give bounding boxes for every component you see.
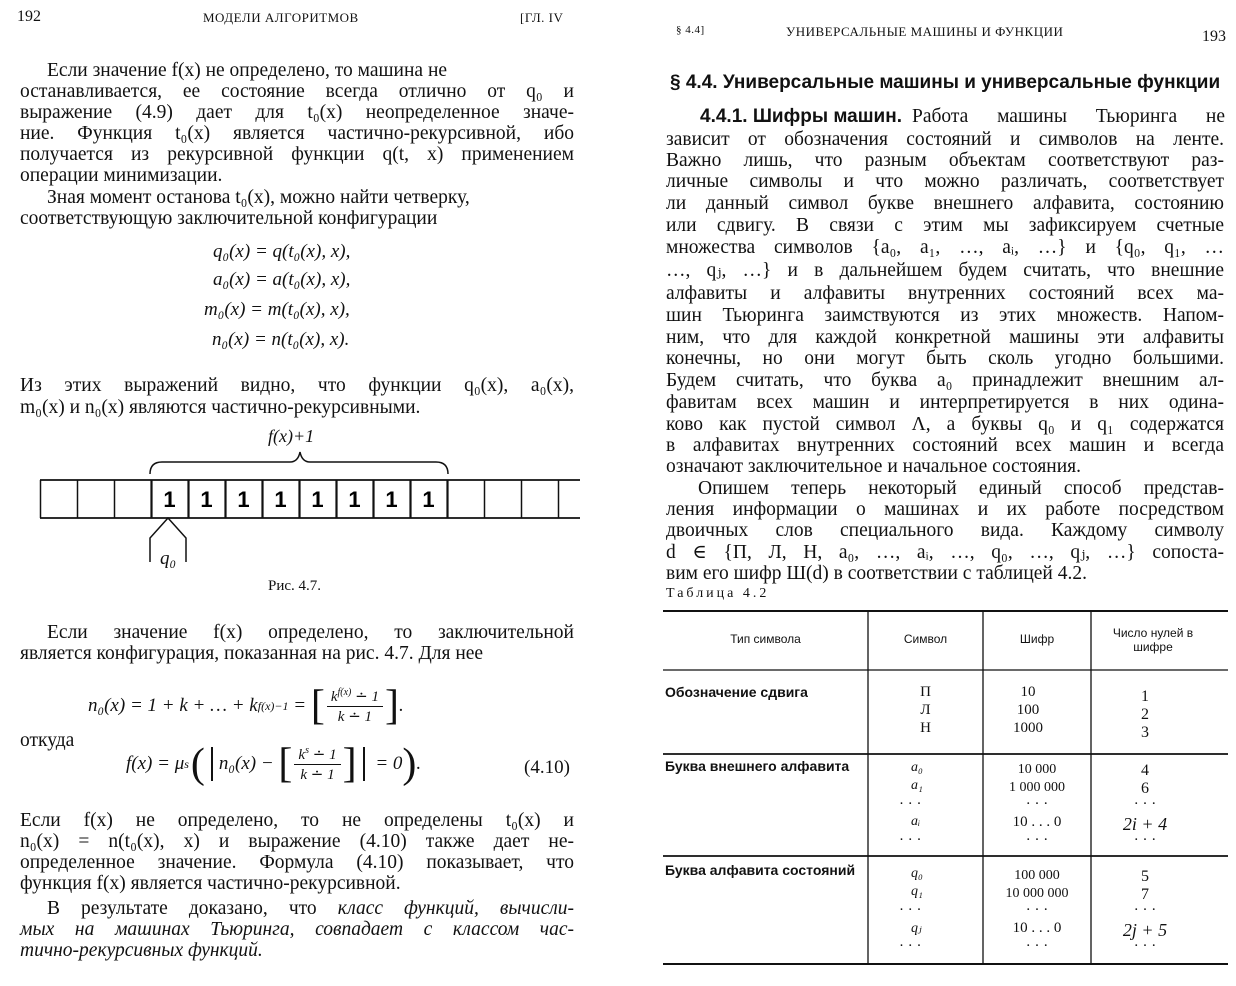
text-line: ли данный символ букве внешнего алфавита, состоянию (666, 193, 1224, 214)
row-type: Обозначение сдвига (665, 684, 808, 700)
numerator: k (298, 746, 306, 763)
cell-zeros: · · · (1133, 796, 1157, 812)
cell-code: 100 000 (1014, 868, 1060, 883)
text: Работа машины Тьюринга не (911, 106, 1225, 127)
formula-part: = (288, 695, 311, 716)
column-header: Число нулей в шифре (1112, 626, 1194, 654)
section-title: § 4.4. Универсальные машины и универсальные функции (670, 72, 1221, 93)
formula-f: f(x) = μ s ( n₀(x) − [ $k^s$ ∸ 1 k ∸ 1 ] = 0 ) . (126, 741, 422, 787)
column-header: Шифр (1019, 632, 1055, 646)
text-line: Из этих выражений видно, что функции q₀(x), a₀(x), (20, 375, 574, 396)
curly-brace (150, 452, 448, 474)
cell-code: 1000 (1013, 720, 1043, 736)
formula-part: f(x) = μ (126, 753, 185, 774)
tape-cell-symbol: 1 (274, 487, 287, 512)
cell-zeros: 4 (1141, 762, 1149, 779)
cell-zeros: 6 (1141, 780, 1149, 797)
formula-end: . (416, 753, 422, 774)
denominator: k ∸ 1 (300, 766, 335, 783)
text-line: выражение (4.9) дает для t₀(x) неопределенное значе- (20, 102, 574, 123)
cell-symbol: Н (920, 720, 931, 736)
text-line: Зная момент останова t₀(x), можно найти четверку, (47, 187, 470, 208)
figure-caption: Рис. 4.7. (268, 578, 322, 594)
text-line (700, 106, 1225, 128)
text-line: алфавиты и алфавиты внутренних состояний всех ма- (666, 283, 1224, 304)
formula-part: n₀(x) − (218, 753, 279, 774)
numerator-tail: ∸ 1 (309, 746, 337, 763)
text-line: ним, что для каждой конкретной машины эти алфавиты (666, 327, 1224, 348)
page-number: 192 (17, 8, 41, 25)
column-header: Символ (903, 632, 948, 646)
cell-symbol: · · · (899, 902, 922, 918)
text-normal: В результате доказано, что (47, 898, 338, 919)
cell-zeros: · · · (1133, 832, 1157, 848)
text-line: n₀(x) = n(t₀(x), x) и выражение (4.10) также дает не- (20, 831, 574, 852)
tape-cell-symbol: 1 (422, 487, 435, 512)
formula-end: . (398, 695, 404, 716)
text-line: останавливается, ее состояние всегда отлично от q₀ и (20, 81, 574, 102)
cell-symbol: aᵢ (911, 814, 921, 829)
formula-sup: f(x)−1 (257, 698, 289, 713)
numerator: k (330, 688, 338, 705)
text-line: Если значение f(x) не определено, то машина не (47, 60, 448, 81)
section-ref: § 4.4] (676, 24, 705, 36)
head-label: q₀ (160, 548, 177, 569)
cell-zeros: 1 (1141, 688, 1149, 705)
text-line: ково как пустой символ Λ, а буквы q₀ и q₁ содержатся (666, 414, 1224, 435)
text-line: означают заключительное и начальное состояния. (666, 456, 1082, 477)
formula-sub: s (184, 756, 189, 771)
cell-code: 10 . . . 0 (1012, 920, 1062, 936)
text-line: или сдвигу. В связи с этим мы зафиксируем счетные (666, 215, 1224, 236)
formula: n₀(x) = n(t₀(x), x). (212, 329, 350, 350)
text-line: получается из рекурсивной функции q(t, x) применением (20, 144, 574, 165)
text-line (47, 898, 574, 920)
formula: q₀(x) = q(t₀(x), x), (213, 241, 351, 262)
tape-cell-symbol: 1 (237, 487, 250, 512)
text-line: тично-рекурсивных функций. (20, 940, 263, 961)
cell-code: · · · (1025, 938, 1049, 954)
text-line: является конфигурация, показанная на рис. 4.7. Для нее (20, 643, 484, 664)
cell-symbol: a₁ (911, 778, 923, 793)
cell-code: 10 . . . 0 (1012, 814, 1062, 830)
text-line: функция f(x) является частично-рекурсивной. (20, 873, 401, 894)
text-line: Важно лишь, что разным объектам соответствуют раз- (666, 150, 1224, 171)
cell-symbol: q₁ (911, 884, 923, 899)
text-line: Если значение f(x) определено, то заключительной (47, 622, 574, 643)
cell-symbol: · · · (899, 796, 922, 812)
cell-code: 10 000 (1017, 762, 1057, 777)
cell-symbol: Л (920, 702, 931, 718)
tape-cell-symbol: 1 (385, 487, 398, 512)
text-italic: класс функций, вычисли- (337, 898, 574, 919)
cell-symbol: a₀ (911, 760, 923, 775)
cell-symbol: · · · (899, 832, 922, 848)
text-line: вим его шифр Ш(d) в соответствии с таблицей 4.2. (666, 563, 1087, 584)
running-header: УНИВЕРСАЛЬНЫЕ МАШИНЫ И ФУНКЦИИ (786, 24, 1064, 39)
text-line: d ∈ {П, Л, Н, a₀, …, aᵢ, …, q₀, …, qⱼ, …} сопоста- (666, 542, 1224, 563)
cell-zeros: 2i + 4 (1122, 814, 1168, 834)
text-line: соответствующую заключительной конфигурации (20, 208, 438, 229)
text-line: Если f(x) не определено, то не определены t₀(x) и (20, 810, 574, 831)
formula: a₀(x) = a(t₀(x), x), (213, 269, 351, 290)
chapter-ref: [ГЛ. IV (520, 10, 564, 25)
cell-symbol: qⱼ (911, 921, 922, 936)
text-line: шин Тьюринга заимствуются из этих множеств. Напом- (666, 305, 1224, 326)
tape-cells (41, 480, 559, 518)
cell-code: · · · (1025, 902, 1049, 918)
text-line: …, qⱼ, …} и в дальнейшем будем считать, что внешние (666, 260, 1224, 281)
cell-zeros: 2j + 5 (1122, 920, 1168, 940)
cell-code: 10 000 000 (1005, 886, 1069, 901)
cell-zeros: 3 (1141, 724, 1149, 741)
text-line: m₀(x) и n₀(x) являются частично-рекурсивными. (20, 397, 421, 418)
right-page (618, 0, 1236, 986)
brace-label: f(x)+1 (268, 426, 315, 446)
numerator-sup: s (305, 744, 309, 756)
tape-cell-symbol: 1 (200, 487, 213, 512)
numerator-tail: ∸ 1 (351, 688, 379, 705)
cell-code: 100 (1016, 702, 1040, 718)
cell-zeros: · · · (1133, 902, 1157, 918)
row-type: Буква внешнего алфавита (665, 758, 850, 774)
cell-code: · · · (1025, 796, 1049, 812)
fraction (327, 687, 383, 726)
text-line: зависит от обозначения состояний и символов на ленте. (666, 129, 1224, 150)
cell-code: 10 (1020, 684, 1036, 700)
text-line: откуда (20, 730, 75, 751)
text-line: двоичных слов специального вида. Каждому символу (666, 520, 1224, 541)
text-line: личные символы и что можно различать, соответствует (666, 171, 1224, 192)
numerator-sup: f(x) (337, 686, 352, 698)
row-type: Буква алфавита состояний (665, 862, 856, 878)
cell-symbol: q₀ (911, 866, 923, 881)
tape-cell-symbol: 1 (311, 487, 324, 512)
denominator: k ∸ 1 (337, 708, 373, 725)
text-line: операции минимизации. (20, 165, 223, 186)
text-line: ления информации о машинах и их работе посредством (666, 499, 1224, 520)
cell-zeros: · · · (1133, 938, 1157, 954)
text-line: множества символов {a₀, a₁, …, aᵢ, …} и {q₀, q₁, … (666, 237, 1224, 258)
text-line: в алфавитах внутренних состояний всех машин и всегда (666, 435, 1224, 456)
figure-4-7 (0, 420, 618, 610)
text-line: фавитам всех машин и интерпретируется в них одина- (666, 392, 1224, 413)
table-4-2 (663, 610, 1228, 966)
text-line: Опишем теперь некоторый единый способ представ- (698, 478, 1224, 499)
running-header: МОДЕЛИ АЛГОРИТМОВ (203, 10, 359, 25)
cell-symbol: П (920, 684, 931, 700)
cell-code: 1 000 000 (1009, 780, 1065, 795)
cell-zeros: 5 (1141, 868, 1149, 885)
formula-n0: n₀(x) = 1 + k + … + k f(x)−1 = [ $k^{f(x)}$ ∸ 1 k ∸ 1 ] . (88, 683, 404, 729)
formula-part: = 0 (370, 753, 403, 774)
fraction (294, 745, 340, 784)
formula-part: n₀(x) = 1 + k + … + k (88, 695, 258, 716)
tape-cell-symbol: 1 (163, 487, 176, 512)
cell-zeros: 7 (1141, 886, 1149, 903)
text-line: определенное значение. Формула (4.10) показывает, что (20, 852, 574, 873)
text-line: ние. Функция t₀(x) является частично-рекурсивной, ибо (20, 123, 574, 144)
column-header: Тип символа (730, 632, 801, 646)
cell-symbol: · · · (899, 938, 922, 954)
text-line: мых на машинах Тьюринга, совпадает с классом час- (20, 919, 574, 940)
text-line: Будем считать, что буква a₀ принадлежит внешним ал- (666, 370, 1224, 391)
cell-zeros: 2 (1141, 706, 1149, 723)
subsection-title: 4.4.1. Шифры машин. (700, 106, 902, 127)
text-line: конечны, но они могут быть сколь угодно большими. (666, 348, 1224, 369)
page-number: 193 (1202, 28, 1226, 45)
table-title: Таблица 4.2 (666, 586, 770, 601)
formula: m₀(x) = m(t₀(x), x), (204, 299, 350, 320)
tape-cell-symbol: 1 (348, 487, 361, 512)
cell-code: · · · (1025, 832, 1049, 848)
equation-number: (4.10) (524, 757, 570, 778)
